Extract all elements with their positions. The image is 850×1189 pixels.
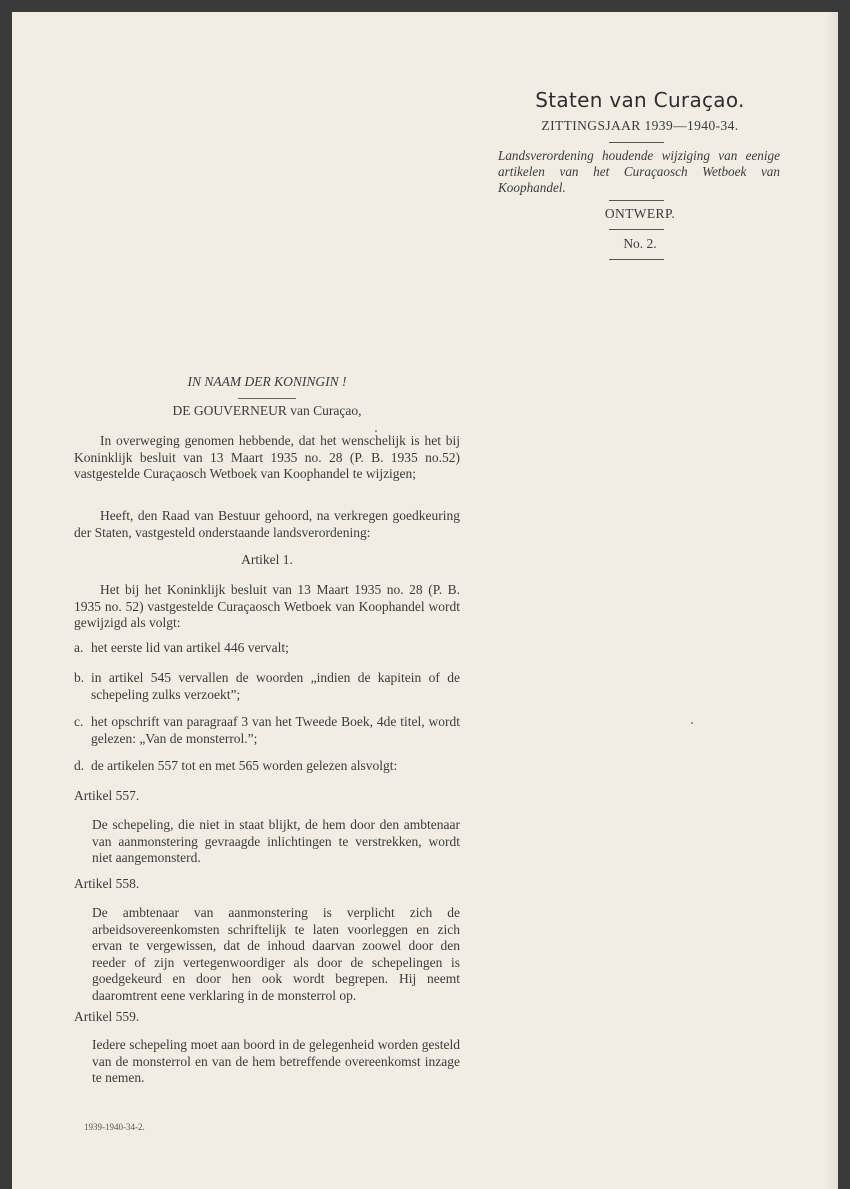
amendment-item [74, 640, 460, 657]
item-label: a. [74, 640, 84, 655]
item-text: de artikelen 557 tot en met 565 worden gelezen alsvolgt: [91, 758, 398, 773]
amendment-item [74, 714, 460, 747]
header-rule-2 [609, 200, 664, 201]
article-1-heading: Artikel 1. [241, 552, 293, 567]
header-number: No. 2. [623, 236, 657, 251]
item-label: d. [74, 758, 85, 773]
item-text: het opschrift van paragraaf 3 van het Tweede Boek, 4de titel, wordt gelezen: „Van de monsterrol.”; [91, 714, 460, 746]
invocation: IN NAAM DER KONINGIN ! [187, 374, 347, 389]
document-page [12, 12, 838, 1189]
enactment-paragraph: Heeft, den Raad van Bestuur gehoord, na verkregen goedkeuring der Staten, vastgesteld onderstaande landsverordening: [74, 508, 460, 540]
scan-border [0, 0, 850, 12]
paper-speck [691, 722, 693, 724]
article-559-heading: Artikel 559. [74, 1009, 140, 1024]
considering-paragraph: In overweging genomen hebbende, dat het wenschelijk is het bij Koninklijk besluit van 13 Maart 1935 no. 28 (P. B. 1935 no.52) vastgestelde Curaçaosch Wetboek van Koophandel te wijzigen; [74, 433, 460, 481]
item-label: b. [74, 670, 85, 685]
header-status: ONTWERP. [604, 206, 676, 221]
header-rule-4 [609, 259, 664, 260]
authority: DE GOUVERNEUR van Curaçao, [172, 403, 362, 418]
amendment-item [74, 758, 460, 775]
article-1-intro: Het bij het Koninklijk besluit van 13 Maart 1935 no. 28 (P. B. 1935 no. 52) vastgestelde Curaçaosch Wetboek van Koophandel wordt gewijzigd als volgt: [74, 582, 460, 630]
amendment-item [74, 670, 460, 703]
article-557-heading: Artikel 557. [74, 788, 140, 803]
item-text: het eerste lid van artikel 446 vervalt; [91, 640, 289, 655]
article-558-heading: Artikel 558. [74, 876, 140, 891]
item-label: c. [74, 714, 84, 729]
header-title: Staten van Curaçao. [535, 88, 745, 112]
invocation-rule [238, 398, 296, 399]
header-rule-1 [609, 142, 664, 143]
article-559-text: Iedere schepeling moet aan boord in de gelegenheid worden gesteld van de monsterrol en van de hem betreffende overeenkomst inzage te nemen. [92, 1037, 460, 1085]
header-rule-3 [609, 229, 664, 230]
item-text: in artikel 545 vervallen de woorden „indien de kapitein of de schepeling zulks verzoekt”; [91, 670, 460, 702]
article-557-text: De schepeling, die niet in staat blijkt, de hem door den ambtenaar van aanmonstering gevraagde inlichtingen te verstrekken, wordt niet aangemonsterd. [92, 817, 460, 865]
page-edge-shadow [824, 12, 838, 1189]
paper-speck [375, 430, 377, 432]
header-session: ZITTINGSJAAR 1939—1940-34. [541, 118, 739, 133]
header-description: Landsverordening houdende wijziging van eenige artikelen van het Curaçaosch Wetboek van Koophandel. [498, 148, 780, 195]
article-558-text: De ambtenaar van aanmonstering is verplicht zich de arbeidsovereenkomsten schriftelijk te laten voorleggen en zich ervan te vergewissen, dat de inhoud daarvan zoowel door den reeder of zijn vertegenwoordiger als door de schepelingen is goedgekeurd en door hen ook wordt begrepen. Hij neemt daaromtrent eene verklaring in de monsterrol op. [92, 905, 460, 1003]
footer-code: 1939-1940-34-2. [84, 1122, 145, 1132]
